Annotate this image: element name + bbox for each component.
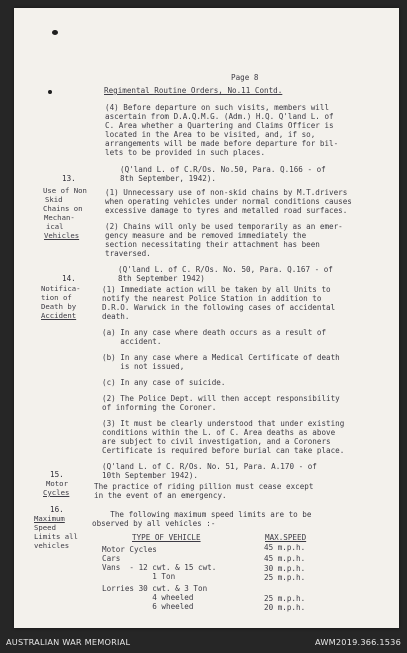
text-line: (c) In any case of suicide.	[102, 378, 226, 387]
text-line: (a) In any case where death occurs as a result of	[102, 328, 327, 337]
section-number: 14.	[62, 274, 76, 283]
section-title-line: Limits all	[34, 532, 78, 541]
text-line: accident.	[102, 337, 162, 346]
section-title-line: Chains on	[43, 204, 83, 213]
text-line: 10th September 1942).	[102, 471, 199, 480]
archive-footer	[0, 628, 407, 653]
text-line: C. Area whether a Quartering and Claims Officer is	[105, 121, 334, 130]
speed-cell: 45 m.p.h.	[264, 554, 306, 563]
section-title-line: Speed	[34, 523, 56, 532]
speed-cell: 20 m.p.h.	[264, 603, 306, 612]
text-line: located in the Area to be visited, and, if so,	[105, 130, 316, 139]
document-heading: Regimental Routine Orders, No.11 Contd.	[104, 86, 283, 95]
section-title-line: Vehicles	[44, 231, 80, 240]
text-line: (1) Immediate action will be taken by all Units to	[102, 285, 331, 294]
footer-accession-number: AWM2019.366.1536	[314, 637, 401, 647]
section-title-line: ical	[46, 222, 64, 231]
punch-hole-mark	[48, 90, 52, 94]
text-line: are subject to civil investigation, and a Coroners	[102, 437, 331, 446]
vehicle-cell: 6 wheeled	[102, 602, 194, 611]
text-line: in the event of an emergency.	[94, 491, 227, 500]
section-title-line: Motor	[46, 479, 68, 488]
text-line: notify the nearest Police Station in addition to	[102, 294, 322, 303]
text-line: (2) The Police Dept. will then accept responsibility	[102, 394, 340, 403]
text-line: (3) It must be clearly understood that under existing	[102, 419, 345, 428]
text-line: of informing the Coroner.	[102, 403, 217, 412]
text-line: The practice of riding pillion must cease except	[94, 482, 314, 491]
section-title-line: Notifica-	[41, 284, 81, 293]
section-title-line: Skid	[45, 195, 63, 204]
vehicle-cell: 1 Ton	[102, 572, 176, 581]
section-number: 15.	[50, 470, 64, 479]
text-line: observed by all vehicles :-	[92, 519, 216, 528]
section-title-line: Mechan-	[44, 213, 75, 222]
speed-cell: 30 m.p.h.	[264, 564, 306, 573]
column-header-vehicle: TYPE OF VEHICLE	[132, 533, 201, 542]
text-line: is not issued,	[102, 362, 185, 371]
text-line: (b) In any case where a Medical Certificate of death	[102, 353, 340, 362]
footer-institution: AUSTRALIAN WAR MEMORIAL	[6, 637, 131, 647]
vehicle-cell: Cars	[102, 554, 121, 563]
text-line: excessive damage to tyres and metalled road surfaces.	[105, 206, 348, 215]
speed-cell: 25 m.p.h.	[264, 573, 306, 582]
section-title-line: Use of Non	[43, 186, 87, 195]
section-title-line: Accident	[41, 311, 77, 320]
text-line: gency measure and be removed immediately the	[105, 231, 307, 240]
punch-hole-mark	[52, 30, 58, 35]
text-line: (Q'land L. of C.R/Os. No.50, Para. Q.166 - of	[120, 165, 326, 174]
text-line: section necessitating their attachment has been	[105, 240, 320, 249]
vehicle-cell: Lorries 30 cwt. & 3 Ton	[102, 584, 208, 593]
text-line: (Q'land L. of C. R/Os. No. 51, Para. A.170 - of	[102, 462, 317, 471]
text-line: 8th September 1942)	[118, 274, 205, 283]
text-line: conditions within the L. of C. Area deaths as above	[102, 428, 336, 437]
vehicle-cell: 4 wheeled	[102, 593, 194, 602]
text-line: (Q'land L. of C. R/Os. No. 50, Para. Q.167 - of	[118, 265, 333, 274]
section-number: 16.	[50, 505, 64, 514]
text-line: lets to be provided in such places.	[105, 148, 266, 157]
text-line: (1) Unnecessary use of non-skid chains by M.T.drivers	[105, 188, 348, 197]
section-title-line: Cycles	[43, 488, 70, 497]
section-title-line: tion of	[41, 293, 72, 302]
text-line: 8th September, 1942).	[120, 174, 217, 183]
text-line: The following maximum speed limits are to be	[92, 510, 312, 519]
speed-cell: 25 m.p.h.	[264, 594, 306, 603]
text-line: death.	[102, 312, 130, 321]
column-header-speed: MAX.SPEED	[265, 533, 307, 542]
section-title-line: vehicles	[34, 541, 70, 550]
text-line: (2) Chains will only be used temporarily as an emer-	[105, 222, 343, 231]
text-line: when operating vehicles under normal conditions causes	[105, 197, 352, 206]
section-number: 13.	[62, 174, 76, 183]
text-line: traversed.	[105, 249, 151, 258]
section-title-line: Death by	[41, 302, 77, 311]
text-line: ascertain from D.A.Q.M.G. (Adm.) H.Q. Q'land L. of	[105, 112, 334, 121]
text-line: (4) Before departure on such visits, members will	[105, 103, 330, 112]
text-line: D.R.O. Warwick in the following cases of accidental	[102, 303, 336, 312]
speed-cell: 45 m.p.h.	[264, 543, 306, 552]
vehicle-cell: Motor Cycles	[102, 545, 157, 554]
page-number: Page 8	[231, 73, 259, 82]
section-title-line: Maximum	[34, 514, 65, 523]
text-line: arrangements will be made before departure for bil-	[105, 139, 339, 148]
document-page	[14, 8, 399, 628]
vehicle-cell: Vans - 12 cwt. & 15 cwt.	[102, 563, 217, 572]
text-line: Certificate is required before burial can take place.	[102, 446, 345, 455]
